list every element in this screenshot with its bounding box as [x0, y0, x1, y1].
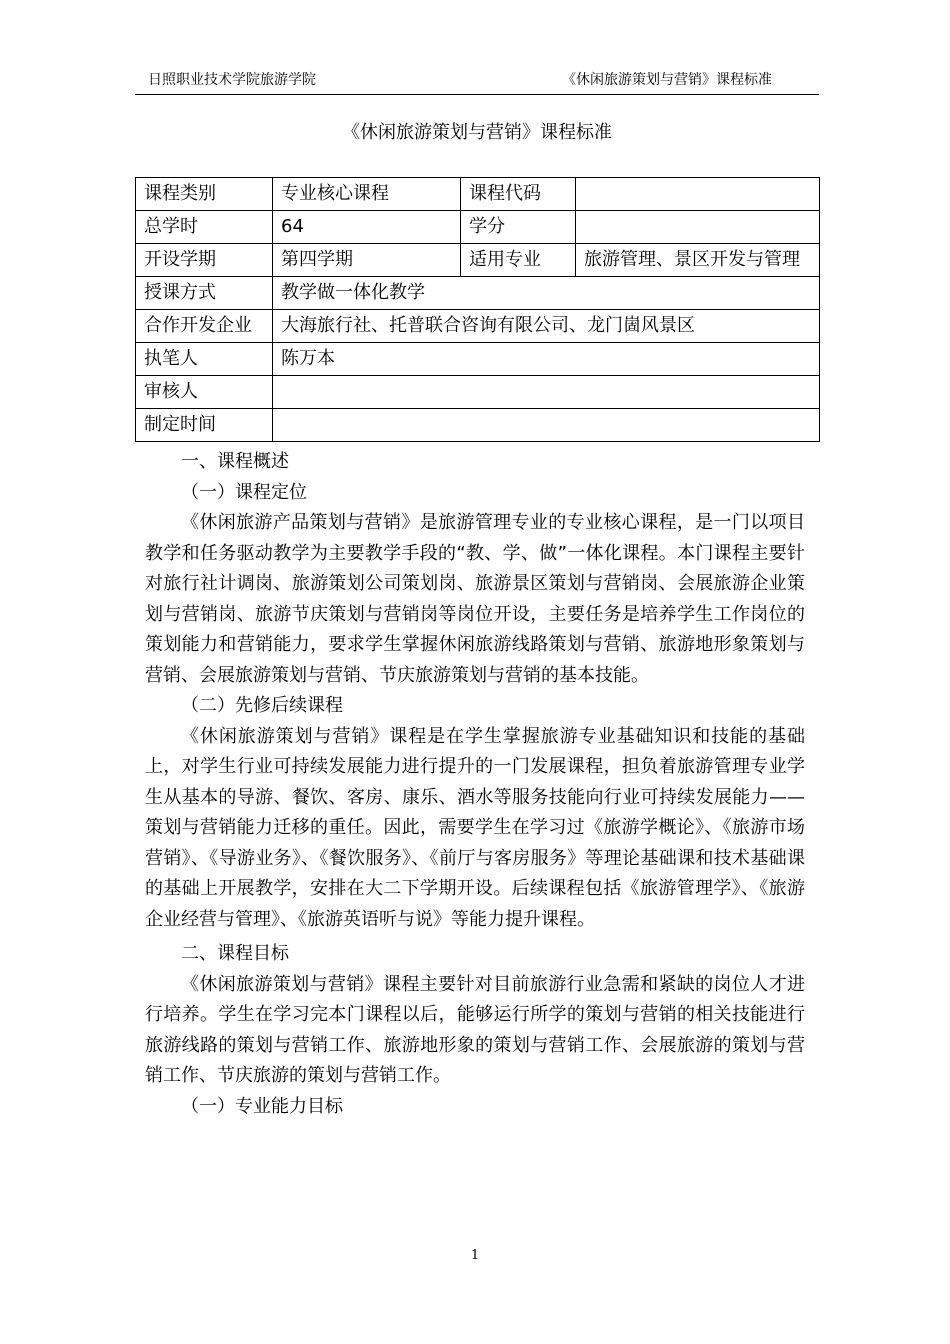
credits-value	[576, 211, 820, 244]
page-number: 1	[470, 1248, 480, 1263]
table-row	[136, 244, 820, 277]
table-row	[136, 277, 820, 310]
major-value: 旅游管理、景区开发与管理	[576, 244, 820, 277]
major-label: 适用专业	[461, 244, 576, 277]
table-row	[136, 310, 820, 343]
paragraph-objectives: 《休闲旅游策划与营销》课程主要针对目前旅游行业急需和紧缺的岗位人才进行培养。学生在学习完本门课程以后，能够运行所学的策划与营销的相关技能进行旅游线路的策划与营销工作、旅游地形象的策划与营销工作、会展旅游的策划与营销工作、节庆旅游的策划与营销工作。	[145, 973, 805, 1086]
total-hours-label: 总学时	[136, 211, 273, 244]
subsection-heading-prerequisites: （二）先修后续课程	[181, 695, 343, 716]
subsection-heading-positioning: （一）课程定位	[181, 481, 307, 503]
reviewer-label: 审核人	[136, 376, 273, 409]
course-code-label: 课程代码	[461, 178, 576, 211]
semester-value: 第四学期	[273, 244, 461, 277]
section-heading-overview: 一、课程概述	[181, 451, 289, 472]
document-title: 《休闲旅游策划与营销》课程标准	[342, 122, 612, 143]
header-school: 日照职业技术学院旅游学院	[148, 72, 316, 88]
author-value: 陈万本	[273, 343, 820, 376]
subsection-heading-professional-ability: （一）专业能力目标	[181, 1095, 343, 1117]
header-rule	[135, 94, 819, 95]
table-row	[136, 376, 820, 409]
course-info-table	[135, 177, 820, 442]
reviewer-value	[273, 376, 820, 409]
total-hours-value: 64	[273, 211, 461, 244]
course-type-value: 专业核心课程	[273, 178, 461, 211]
date-label: 制定时间	[136, 409, 273, 442]
partner-label: 合作开发企业	[136, 310, 273, 343]
table-row	[136, 178, 820, 211]
partner-value: 大海旅行社、托普联合咨询有限公司、龙门崮风景区	[273, 310, 820, 343]
teaching-mode-label: 授课方式	[136, 277, 273, 310]
section-heading-objectives: 二、课程目标	[181, 943, 289, 964]
semester-label: 开设学期	[136, 244, 273, 277]
paragraph-prerequisites: 《休闲旅游策划与营销》课程是在学生掌握旅游专业基础知识和技能的基础上，对学生行业可持续发展能力进行提升的一门发展课程，担负着旅游管理专业学生从基本的导游、餐饮、客房、康乐、酒水等服务技能向行业可持续发展能力——策划与营销能力迁移的重任。因此，需要学生在学习过《旅游学概论》、《旅游市场营销》、《导游业务》、《餐饮服务》、《前厅与客房服务》等理论基础课和技术基础课的基础上开展教学，安排在大二下学期开设。后续课程包括《旅游管理学》、《旅游企业经营与管理》、《旅游英语听与说》等能力提升课程。	[145, 725, 805, 930]
table-row	[136, 409, 820, 442]
document-body	[145, 447, 805, 1122]
credits-label: 学分	[461, 211, 576, 244]
course-code-value	[576, 178, 820, 211]
paragraph-positioning: 《休闲旅游产品策划与营销》是旅游管理专业的专业核心课程，是一门以项目教学和任务驱动教学为主要教学手段的“教、学、做”一体化课程。本门课程主要针对旅行社计调岗、旅游策划公司策划岗、旅游景区策划与营销岗、会展旅游企业策划与营销岗、旅游节庆策划与营销岗等岗位开设，主要任务是培养学生工作岗位的策划能力和营销能力，要求学生掌握休闲旅游线路策划与营销、旅游地形象策划与营销、会展旅游策划与营销、节庆旅游策划与营销的基本技能。	[145, 512, 805, 686]
author-label: 执笔人	[136, 343, 273, 376]
date-value	[273, 409, 820, 442]
table-row	[136, 211, 820, 244]
header-doc-name: 《休闲旅游策划与营销》课程标准	[562, 72, 772, 88]
course-type-label: 课程类别	[136, 178, 273, 211]
table-row	[136, 343, 820, 376]
teaching-mode-value: 教学做一体化教学	[273, 277, 820, 310]
